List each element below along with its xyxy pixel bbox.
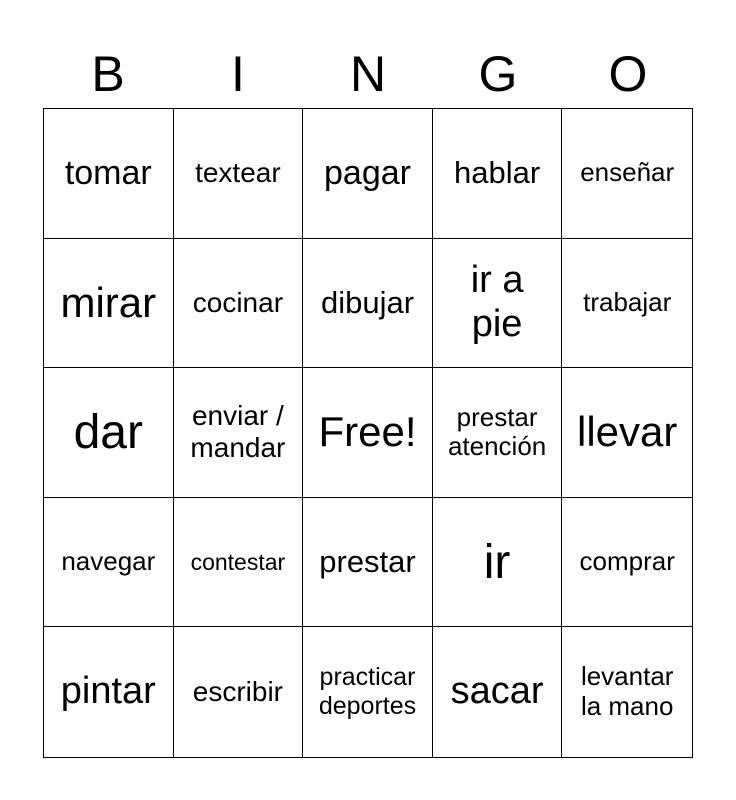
cell-word: pagar: [324, 153, 411, 192]
cell-word: ir: [483, 535, 511, 589]
cell-word: trabajar: [583, 286, 672, 317]
bingo-cell[interactable]: [44, 627, 174, 757]
cell-word: tomar: [64, 153, 152, 192]
free-space-label: Free!: [318, 408, 417, 456]
header-letter-i: I: [231, 46, 245, 102]
bingo-cell[interactable]: [44, 368, 174, 498]
cell-word: navegar: [61, 546, 156, 577]
cell-word: ir a pie: [470, 259, 524, 345]
bingo-cell[interactable]: [44, 109, 174, 239]
cell-word: escribir: [192, 676, 283, 708]
bingo-cell[interactable]: [303, 627, 433, 757]
bingo-cell[interactable]: [562, 109, 692, 239]
bingo-cell[interactable]: [433, 627, 563, 757]
bingo-cell[interactable]: [433, 498, 563, 628]
bingo-cell[interactable]: [174, 498, 304, 628]
bingo-cell[interactable]: [174, 368, 304, 498]
bingo-cell[interactable]: [174, 109, 304, 239]
bingo-cell[interactable]: [44, 239, 174, 369]
bingo-header: [43, 40, 693, 108]
header-letter-b: B: [91, 46, 125, 102]
cell-word: practicar deportes: [318, 663, 417, 721]
cell-word: hablar: [454, 155, 541, 191]
cell-word: dibujar: [320, 285, 415, 321]
cell-word: llevar: [577, 408, 678, 456]
bingo-cell[interactable]: [433, 239, 563, 369]
bingo-cell[interactable]: [303, 239, 433, 369]
header-letter-o: O: [608, 46, 648, 102]
cell-word: comprar: [579, 546, 675, 577]
cell-word: enviar / mandar: [190, 400, 286, 464]
bingo-cell[interactable]: [44, 498, 174, 628]
cell-word: prestar atención: [447, 401, 547, 462]
cell-word: cocinar: [192, 286, 284, 318]
cell-word: levantar la mano: [580, 661, 674, 722]
bingo-cell[interactable]: [562, 368, 692, 498]
cell-word: pintar: [60, 670, 156, 713]
bingo-cell[interactable]: [562, 498, 692, 628]
bingo-cell[interactable]: [174, 627, 304, 757]
cell-word: sacar: [450, 670, 544, 713]
header-letter-n: N: [349, 46, 387, 102]
bingo-cell[interactable]: [174, 239, 304, 369]
bingo-cell[interactable]: [433, 368, 563, 498]
free-space[interactable]: [303, 368, 433, 498]
cell-word: enseñar: [580, 157, 675, 188]
cell-word: mirar: [60, 278, 157, 326]
bingo-board: [43, 108, 693, 758]
bingo-cell[interactable]: [433, 109, 563, 239]
bingo-cell[interactable]: [303, 109, 433, 239]
header-letter-g: G: [478, 46, 518, 102]
bingo-cell[interactable]: [562, 627, 692, 757]
bingo-cell[interactable]: [303, 498, 433, 628]
bingo-cell[interactable]: [562, 239, 692, 369]
cell-word: contestar: [190, 548, 286, 575]
cell-word: dar: [73, 405, 143, 459]
cell-word: prestar: [319, 544, 416, 580]
cell-word: textear: [195, 157, 281, 189]
